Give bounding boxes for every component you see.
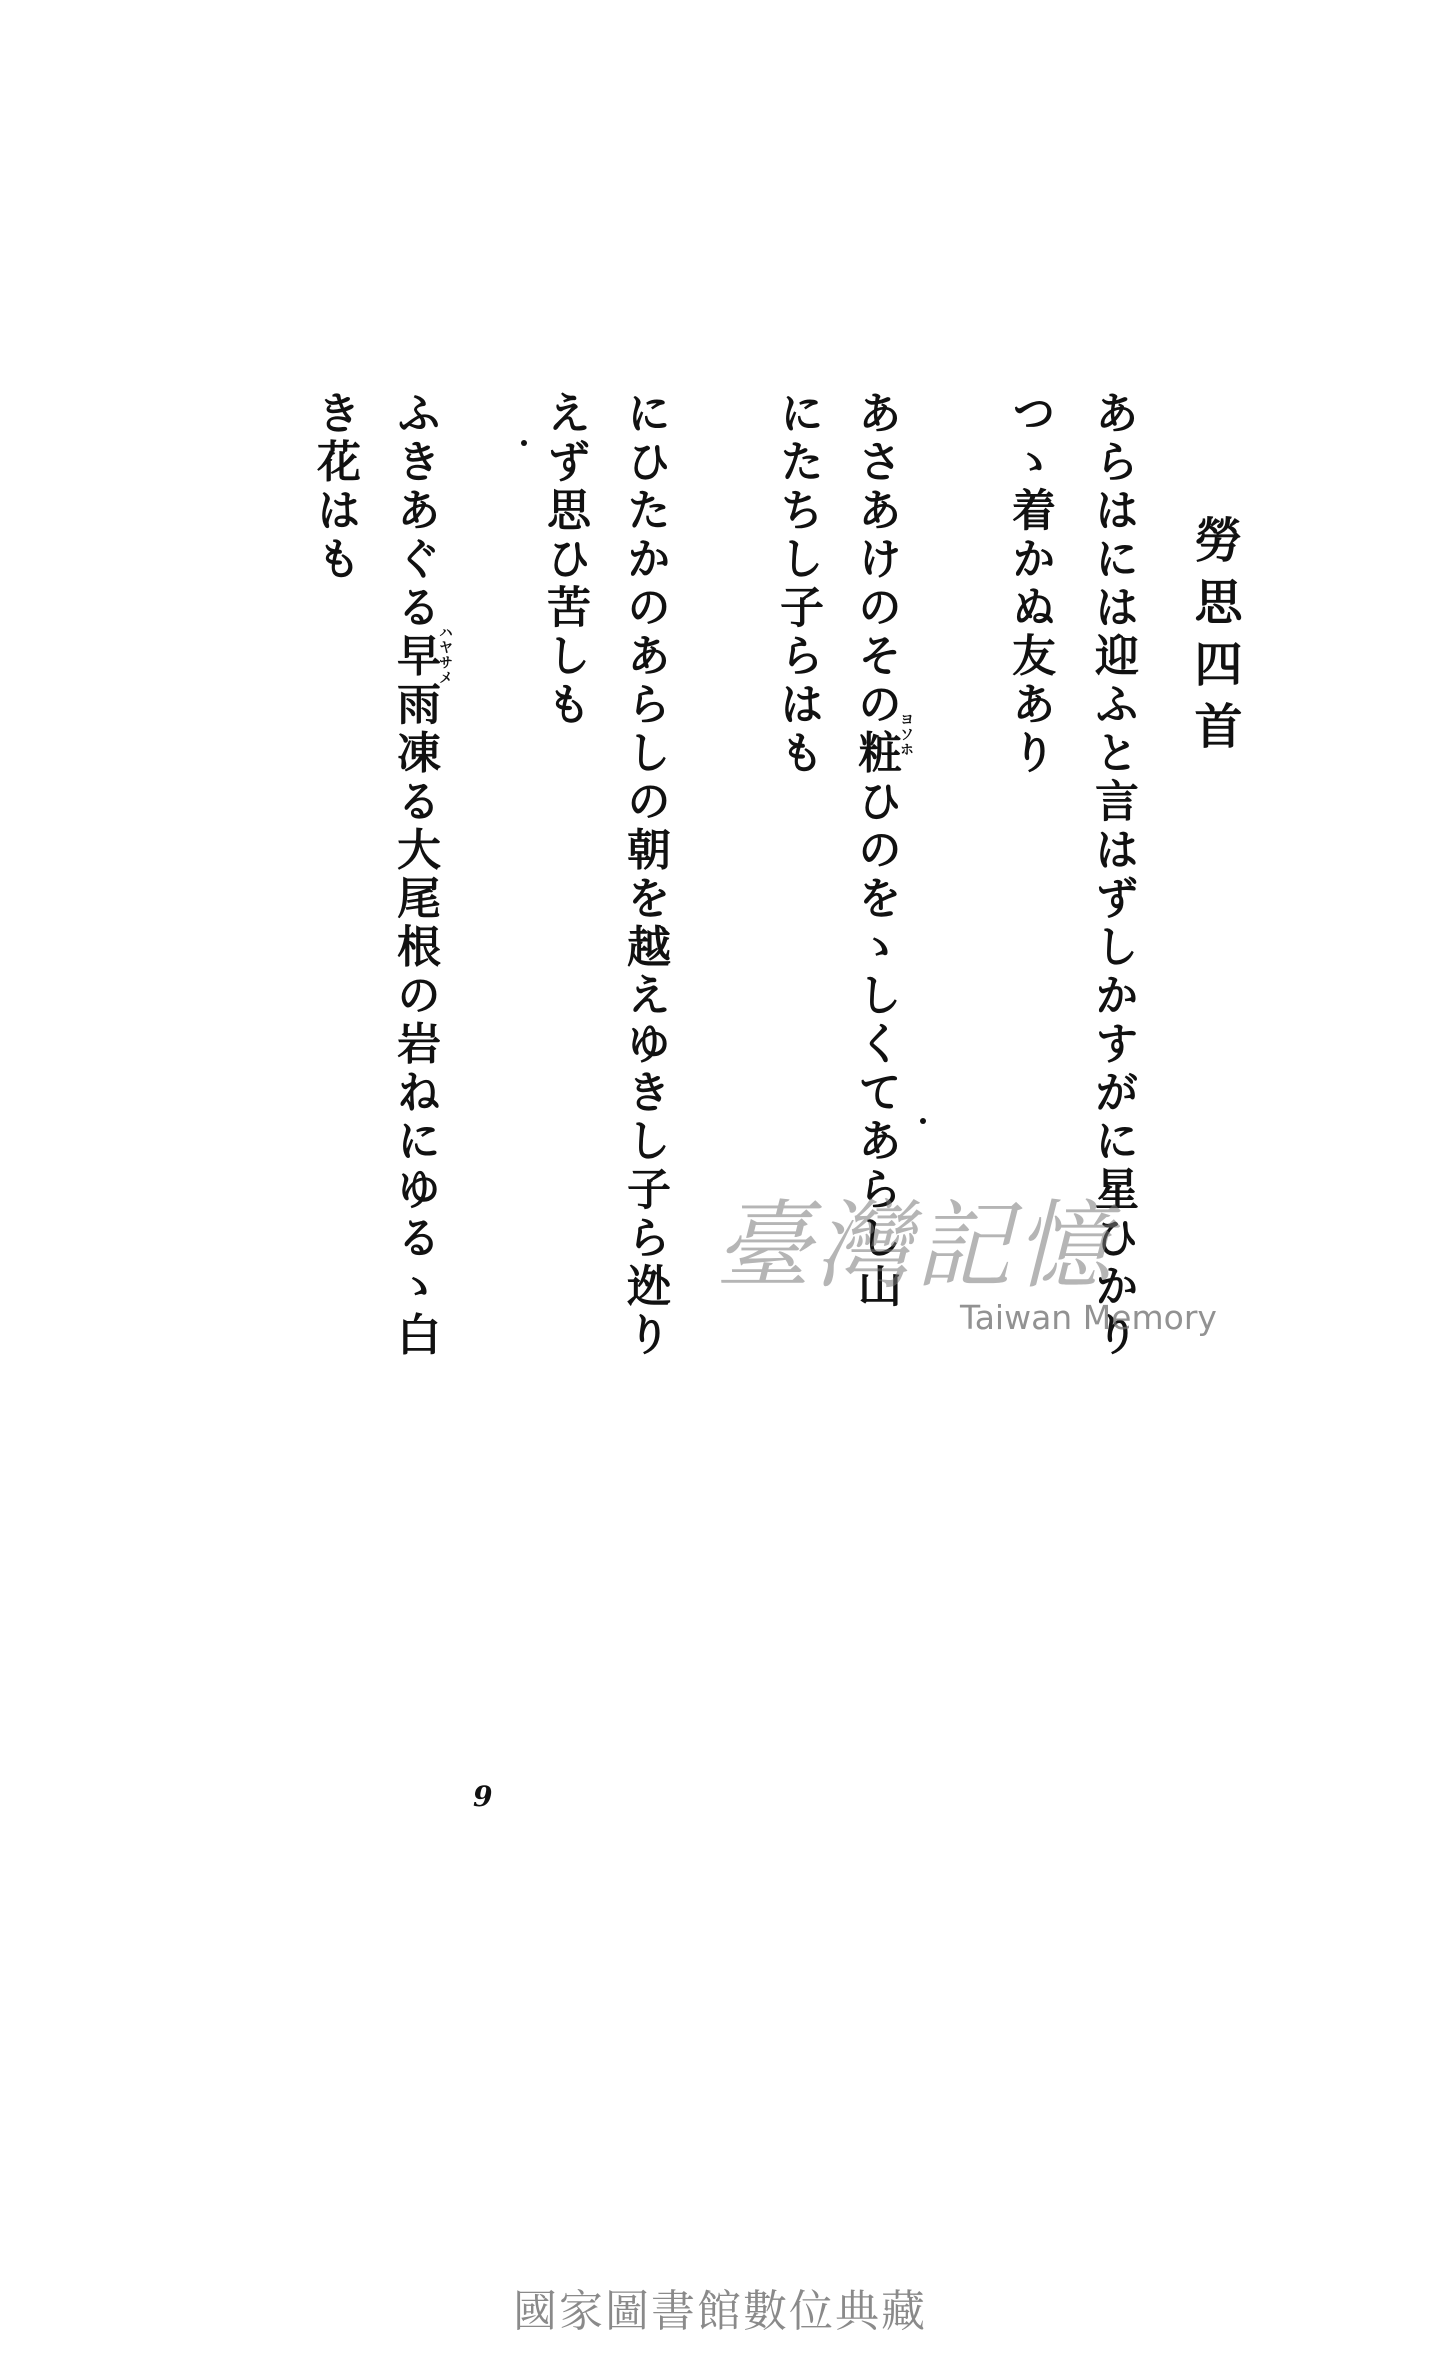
ruby-reading-yosoho: ヨソホ [898, 712, 914, 757]
ruby-reading-hayasame: ハヤサメ [437, 625, 453, 685]
poem-title: 勞思四首 [1186, 515, 1242, 763]
page-number: 9 [473, 1780, 493, 1813]
watermark [715, 1170, 1215, 1360]
poem-line-8: き花はも [309, 390, 360, 584]
ink-speck [521, 440, 527, 446]
footer-collection-label: 國家圖書館數位典藏 [513, 2286, 927, 2337]
poem-line-6: えず思ひ苦しも [539, 390, 590, 730]
poem-line-7: ふきあぐる早雨凍る大尾根の岩ねにゆるゝ白 [389, 390, 440, 1360]
poem-line-2: つゝ着かぬ友あり [1004, 390, 1055, 778]
poem-line-3: あさあけのその粧ひのをゝしくてあらし山 [850, 390, 901, 1312]
poem-line-4: にたちし子らはも [772, 390, 823, 778]
poem-line-1: あらはには迎ふと言はずしかすがに星ひかり [1087, 390, 1138, 1360]
watermark-english-text: Taiwan Memory [960, 1298, 1217, 1337]
watermark-logo-text: 臺灣記憶 [715, 1190, 1115, 1302]
ink-speck [920, 1118, 926, 1124]
poem-line-5: にひたかのあらしの朝を越えゆきし子ら迯り [619, 390, 670, 1360]
